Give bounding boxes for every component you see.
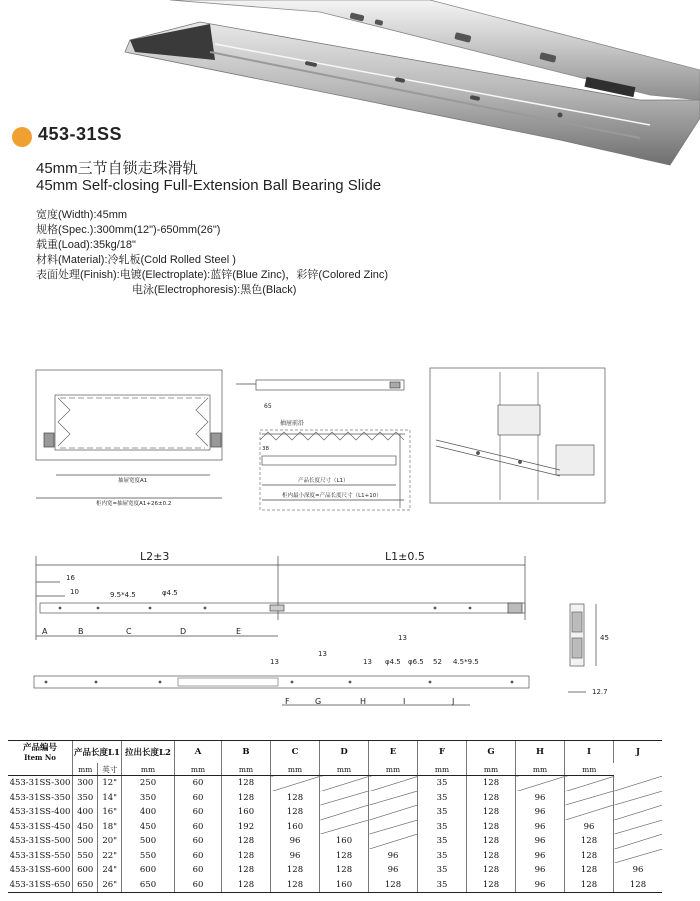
cell-g: 128 <box>467 791 516 806</box>
dim-L2: L2±3 <box>140 550 170 563</box>
cross-section-view <box>568 604 609 696</box>
cell-d-empty <box>320 820 369 835</box>
cell-i: 128 <box>565 849 614 864</box>
cell-h: 96 <box>516 791 565 806</box>
header-pullout: 拉出长度L2 <box>122 741 175 764</box>
cell-e: 128 <box>369 878 418 893</box>
cell-j-empty <box>614 791 663 806</box>
min-depth-label: 柜内最小深度=产品长度尺寸（L1+10） <box>282 493 382 499</box>
cell-g: 128 <box>467 849 516 864</box>
dim-I: I <box>403 697 406 706</box>
spec-width: 宽度(Width):45mm <box>36 209 128 221</box>
dim-hole-3: φ6.5 <box>408 658 424 666</box>
unit-mm: mm <box>320 763 369 776</box>
cell-e-empty <box>369 776 418 791</box>
cell-g: 128 <box>467 820 516 835</box>
cell-e-empty <box>369 820 418 835</box>
cell-l2: 650 <box>122 878 175 893</box>
unit-mm: mm <box>467 763 516 776</box>
cell-j-empty <box>614 776 663 791</box>
cell-b: 128 <box>222 776 271 791</box>
cell-f: 35 <box>418 878 467 893</box>
cell-d-empty <box>320 791 369 806</box>
dim-E: E <box>236 627 242 636</box>
cell-length-mm: 650 <box>73 878 98 893</box>
header-i: I <box>565 741 614 764</box>
table-row <box>8 791 662 806</box>
cell-c: 128 <box>271 878 320 893</box>
cell-f: 35 <box>418 820 467 835</box>
drawer-width-label: 抽屉宽度A1 <box>118 478 148 484</box>
cell-c: 128 <box>271 805 320 820</box>
header-item: 产品编号 Item No <box>8 741 73 764</box>
cell-length-inch: 24" <box>98 863 122 878</box>
cell-b: 128 <box>222 791 271 806</box>
cell-length-mm: 600 <box>73 863 98 878</box>
cell-b: 128 <box>222 849 271 864</box>
unit-mm: mm <box>271 763 320 776</box>
dim-13-d: 13 <box>363 658 372 666</box>
dim-C: C <box>126 627 132 636</box>
header-d: D <box>320 741 369 764</box>
technical-drawings <box>0 360 700 710</box>
product-model: 453-31SS <box>38 124 123 144</box>
cell-item: 453-31SS-450 <box>9 821 71 832</box>
header-length: 产品长度L1 <box>73 741 122 764</box>
dim-12-7: 12.7 <box>592 688 608 696</box>
spec-load: 载重(Load):35kg/18" <box>36 239 136 251</box>
cell-a: 60 <box>175 820 222 835</box>
header-h: H <box>516 741 565 764</box>
cell-f: 35 <box>418 791 467 806</box>
cell-length-inch: 20" <box>98 834 122 849</box>
cell-e: 96 <box>369 849 418 864</box>
cell-h: 96 <box>516 834 565 849</box>
table-row <box>8 805 662 820</box>
cell-b: 160 <box>222 805 271 820</box>
cell-length-mm: 500 <box>73 834 98 849</box>
table-row <box>8 878 662 893</box>
dim-38: 38 <box>262 446 269 452</box>
unit-mm: mm <box>418 763 467 776</box>
cell-length-mm: 400 <box>73 805 98 820</box>
cell-length-inch: 12" <box>98 776 122 791</box>
cell-g: 128 <box>467 776 516 791</box>
table-row <box>8 776 662 791</box>
dim-10: 10 <box>70 588 79 596</box>
header-b: B <box>222 741 271 764</box>
cell-f: 35 <box>418 849 467 864</box>
cell-j-empty <box>614 820 663 835</box>
dim-slot: 9.5*4.5 <box>110 591 136 599</box>
cell-d-empty <box>320 776 369 791</box>
dim-hole: φ4.5 <box>162 589 178 597</box>
cell-item: 453-31SS-650 <box>8 878 73 893</box>
dim-J: J <box>452 697 455 706</box>
cell-h: 96 <box>516 849 565 864</box>
cell-i: 96 <box>565 820 614 835</box>
header-j: J <box>614 741 663 764</box>
cell-c-empty <box>271 776 320 791</box>
cell-h: 96 <box>516 820 565 835</box>
table-row <box>8 834 662 849</box>
spec-table <box>8 740 662 893</box>
cell-a: 60 <box>175 791 222 806</box>
cell-item: 453-31SS-300 <box>9 778 71 789</box>
dim-16: 16 <box>66 574 75 582</box>
table-row <box>8 820 662 835</box>
dim-G: G <box>315 697 322 706</box>
spec-material: 材料(Material):冷轧板(Cold Rolled Steel ) <box>36 254 236 266</box>
cell-d: 160 <box>320 878 369 893</box>
cell-h: 96 <box>516 805 565 820</box>
install-side-view <box>236 380 410 510</box>
cell-a: 60 <box>175 805 222 820</box>
title-bullet-icon <box>12 127 32 147</box>
cell-l2: 500 <box>122 834 175 849</box>
product-title-cn: 45mm三节自锁走珠滑轨 <box>36 160 198 177</box>
unit-mm: mm <box>222 763 271 776</box>
cell-e: 96 <box>369 863 418 878</box>
cell-d: 128 <box>320 863 369 878</box>
cell-d-empty <box>320 805 369 820</box>
install-front-view <box>36 370 222 507</box>
cell-c: 128 <box>271 863 320 878</box>
unit-inch: 英寸 <box>98 763 122 776</box>
dim-45: 45 <box>600 634 609 642</box>
cell-b: 128 <box>222 834 271 849</box>
cell-item: 453-31SS-400 <box>9 807 71 818</box>
cell-d: 160 <box>320 834 369 849</box>
cell-item: 453-31SS-500 <box>9 836 71 847</box>
cell-i-empty <box>565 791 614 806</box>
dim-B: B <box>78 627 84 636</box>
cell-f: 35 <box>418 805 467 820</box>
spec-finish-electrophoresis: 电泳(Electrophoresis):黑色(Black) <box>132 284 297 296</box>
cell-a: 60 <box>175 878 222 893</box>
cell-c: 96 <box>271 834 320 849</box>
product-length-label: 产品长度尺寸（L1） <box>298 478 349 484</box>
cell-g: 128 <box>467 878 516 893</box>
cell-b: 128 <box>222 878 271 893</box>
cell-g: 128 <box>467 863 516 878</box>
unit-mm: mm <box>565 763 614 776</box>
cell-b: 128 <box>222 863 271 878</box>
cell-l2: 250 <box>122 776 175 791</box>
product-photo <box>0 0 700 175</box>
unit-mm: mm <box>516 763 565 776</box>
cell-j-empty <box>614 849 663 864</box>
dim-52: 52 <box>433 658 442 666</box>
cell-b: 192 <box>222 820 271 835</box>
dim-L1: L1±0.5 <box>385 550 425 563</box>
unit-mm: mm <box>122 763 175 776</box>
spec-finish: 表面处理(Finish):电镀(Electroplate):蓝锌(Blue Zinc)，彩锌(Colored Zinc) <box>36 269 389 281</box>
unit-mm: mm <box>369 763 418 776</box>
cell-c: 96 <box>271 849 320 864</box>
cell-h: 96 <box>516 878 565 893</box>
cell-e-empty <box>369 805 418 820</box>
cell-g: 128 <box>467 805 516 820</box>
cell-length-inch: 26" <box>98 878 122 893</box>
header-a: A <box>175 741 222 764</box>
cell-i: 128 <box>565 834 614 849</box>
cell-i-empty <box>565 776 614 791</box>
table-row <box>8 863 662 878</box>
unit-mm: mm <box>175 763 222 776</box>
cell-length-inch: 16" <box>98 805 122 820</box>
dim-13-b: 13 <box>270 658 279 666</box>
table-row <box>8 849 662 864</box>
cell-j-empty <box>614 805 663 820</box>
cell-j: 128 <box>614 878 663 893</box>
dim-H: H <box>360 697 367 706</box>
dim-hole-2: φ4.5 <box>385 658 401 666</box>
cell-length-mm: 450 <box>73 820 98 835</box>
cell-l2: 600 <box>122 863 175 878</box>
dim-slot-2: 4.5*9.5 <box>453 658 479 666</box>
dim-13-c: 13 <box>318 650 327 658</box>
header-c: C <box>271 741 320 764</box>
cell-f: 35 <box>418 834 467 849</box>
cell-l2: 450 <box>122 820 175 835</box>
cell-d: 128 <box>320 849 369 864</box>
product-title-en: 45mm Self-closing Full-Extension Ball Bearing Slide <box>36 177 382 194</box>
cell-c: 128 <box>271 791 320 806</box>
cell-e-empty <box>369 791 418 806</box>
cell-h: 96 <box>516 863 565 878</box>
cell-f: 35 <box>418 776 467 791</box>
header-e: E <box>369 741 418 764</box>
cell-item: 453-31SS-550 <box>9 850 71 861</box>
header-f: F <box>418 741 467 764</box>
cell-item: 453-31SS-350 <box>9 792 71 803</box>
spec-list <box>36 208 388 298</box>
cell-length-inch: 14" <box>98 791 122 806</box>
cell-i: 128 <box>565 878 614 893</box>
cell-f: 35 <box>418 863 467 878</box>
isometric-view <box>430 368 605 503</box>
cell-length-inch: 22" <box>98 849 122 864</box>
dim-13-a: 13 <box>398 634 407 642</box>
cabinet-width-label: 柜内宽=抽屉宽度A1+26±0.2 <box>96 501 172 507</box>
unit-mm: mm <box>73 763 98 776</box>
cell-a: 60 <box>175 849 222 864</box>
dim-A: A <box>42 627 48 636</box>
header-g: G <box>467 741 516 764</box>
cell-length-inch: 18" <box>98 820 122 835</box>
cell-i-empty <box>565 805 614 820</box>
cell-a: 60 <box>175 863 222 878</box>
spec-size: 规格(Spec.):300mm(12")-650mm(26") <box>36 224 221 236</box>
cell-j: 96 <box>614 863 663 878</box>
cell-i: 128 <box>565 863 614 878</box>
cell-a: 60 <box>175 776 222 791</box>
dim-F: F <box>285 697 290 706</box>
cell-l2: 400 <box>122 805 175 820</box>
cell-a: 60 <box>175 834 222 849</box>
cell-length-mm: 350 <box>73 791 98 806</box>
cell-item: 453-31SS-600 <box>9 865 71 876</box>
slide-dimension-drawing <box>34 550 529 706</box>
cell-length-mm: 300 <box>73 776 98 791</box>
cell-length-mm: 550 <box>73 849 98 864</box>
dim-65: 65 <box>264 403 272 410</box>
dim-D: D <box>180 627 187 636</box>
cell-c: 160 <box>271 820 320 835</box>
cell-e-empty <box>369 834 418 849</box>
cell-l2: 550 <box>122 849 175 864</box>
cell-g: 128 <box>467 834 516 849</box>
cell-h-empty <box>516 776 565 791</box>
cell-l2: 350 <box>122 791 175 806</box>
cell-j-empty <box>614 834 663 849</box>
panel-label: 抽屉前沿 <box>280 420 305 427</box>
